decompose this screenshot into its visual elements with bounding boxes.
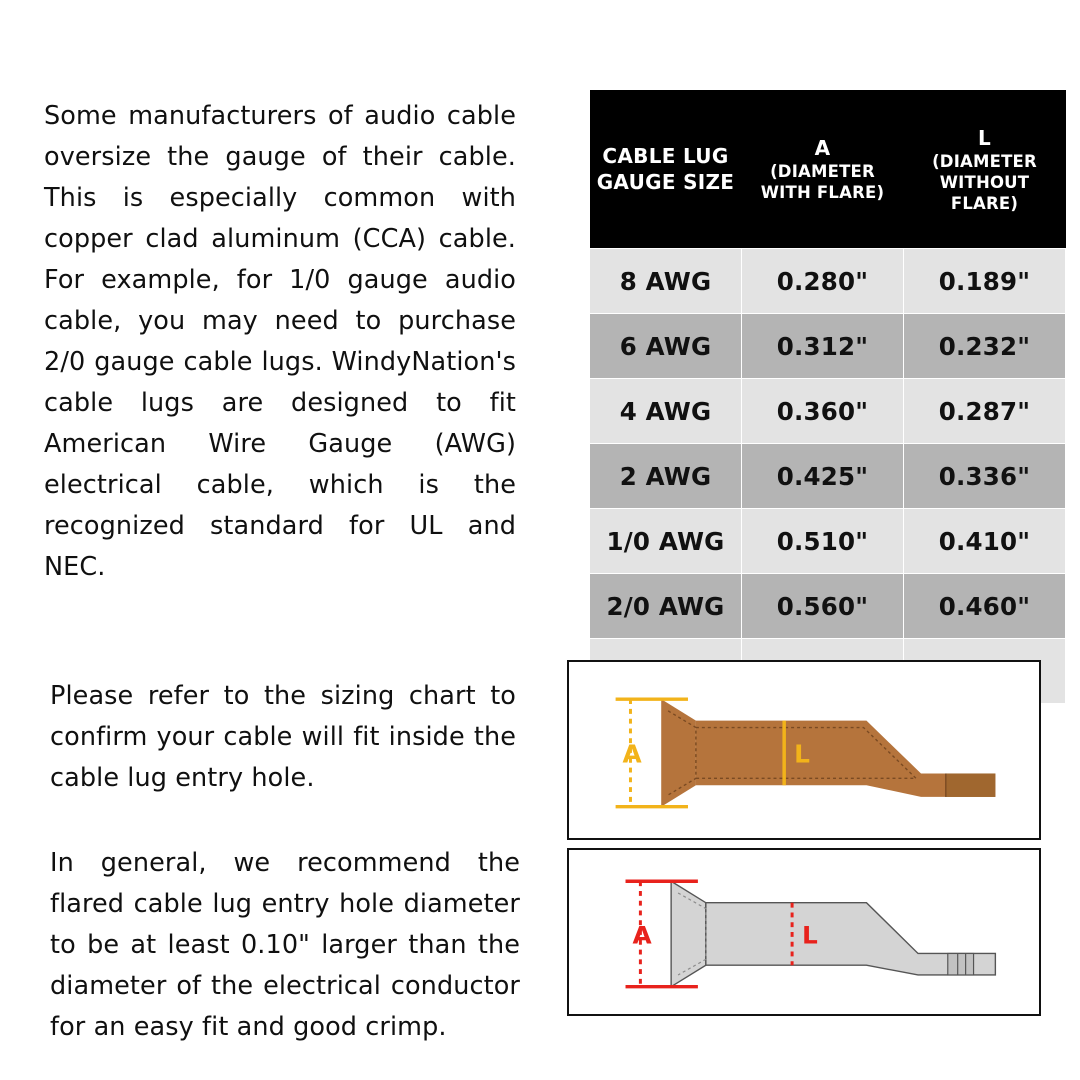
table-row: [590, 379, 1066, 444]
diagram-flared-lug: [567, 660, 1041, 840]
paragraph-recommendation: In general, we recommend the flared cable lug entry hole diameter to be at least 0.10" larger than the diameter of the electrical conductor for an easy fit and good crimp.: [50, 848, 520, 1042]
table-body: [590, 249, 1066, 704]
cell-gauge: 6 AWG: [590, 314, 742, 379]
diagram-unflared-svg: [569, 850, 1039, 1014]
text-column: [44, 96, 520, 1048]
flare-mouth-shape: [671, 881, 706, 986]
cell-diameter-without-flare: 0.410": [904, 509, 1066, 574]
cell-diameter-with-flare: 0.560": [742, 574, 904, 639]
cell-diameter-without-flare: 0.336": [904, 444, 1066, 509]
table-header: [590, 90, 1066, 249]
dim-l-label: L: [802, 920, 818, 950]
table-row: [590, 444, 1066, 509]
paragraph-sizing-chart-note: Please refer to the sizing chart to confirm your cable will fit inside the cable lug entry hole.: [50, 681, 516, 793]
diagram-unflared-lug: [567, 848, 1041, 1016]
cell-gauge: 8 AWG: [590, 249, 742, 314]
cell-diameter-with-flare: 0.510": [742, 509, 904, 574]
column-header-a: [742, 90, 904, 249]
cell-diameter-with-flare: 0.425": [742, 444, 904, 509]
cell-gauge: 4 AWG: [590, 379, 742, 444]
column-header-gauge-label: CABLE LUG GAUGE SIZE: [596, 144, 735, 194]
cell-diameter-with-flare: 0.312": [742, 314, 904, 379]
table-row: [590, 249, 1066, 314]
cell-diameter-without-flare: 0.232": [904, 314, 1066, 379]
column-header-l: [904, 90, 1066, 249]
table-row: [590, 314, 1066, 379]
cell-diameter-with-flare: 0.280": [742, 249, 904, 314]
cell-diameter-with-flare: 0.360": [742, 379, 904, 444]
dim-a-label: A: [622, 739, 642, 769]
sizing-chart: [589, 90, 1041, 704]
dim-a-label: A: [632, 920, 652, 950]
column-header-l-sublabel: (DIAMETER WITHOUT FLARE): [932, 151, 1037, 213]
column-header-l-label: L: [977, 125, 992, 150]
column-header-gauge: [590, 90, 742, 249]
sizing-table: [589, 90, 1066, 704]
dim-l-label: L: [794, 739, 810, 769]
table-header-row: [590, 90, 1066, 249]
paragraph-intro: Some manufacturers of audio cable oversize the gauge of their cable. This is especially common with copper clad aluminum (CCA) cable. For example, for 1/0 gauge audio cable, you may need to purchase 2/0 gauge cable lugs. WindyNation's cable lugs are designed to fit American Wire Gauge (AWG) electrical cable, which is the recognized standard for UL and NEC.: [44, 101, 516, 582]
diagram-flared-svg: [569, 662, 1039, 838]
lug-tongue-shade: [946, 773, 996, 796]
cell-diameter-without-flare: 0.189": [904, 249, 1066, 314]
lug-tongue-shade: [948, 953, 974, 974]
cell-gauge: 2 AWG: [590, 444, 742, 509]
cell-gauge: 2/0 AWG: [590, 574, 742, 639]
column-header-a-label: A: [814, 136, 831, 160]
flare-mouth-shape: [661, 699, 696, 807]
cell-gauge: 1/0 AWG: [590, 509, 742, 574]
table-row: [590, 574, 1066, 639]
cell-diameter-without-flare: 0.460": [904, 574, 1066, 639]
cell-diameter-without-flare: 0.287": [904, 379, 1066, 444]
column-header-a-sublabel: (DIAMETER WITH FLARE): [760, 162, 885, 202]
table-row: [590, 509, 1066, 574]
